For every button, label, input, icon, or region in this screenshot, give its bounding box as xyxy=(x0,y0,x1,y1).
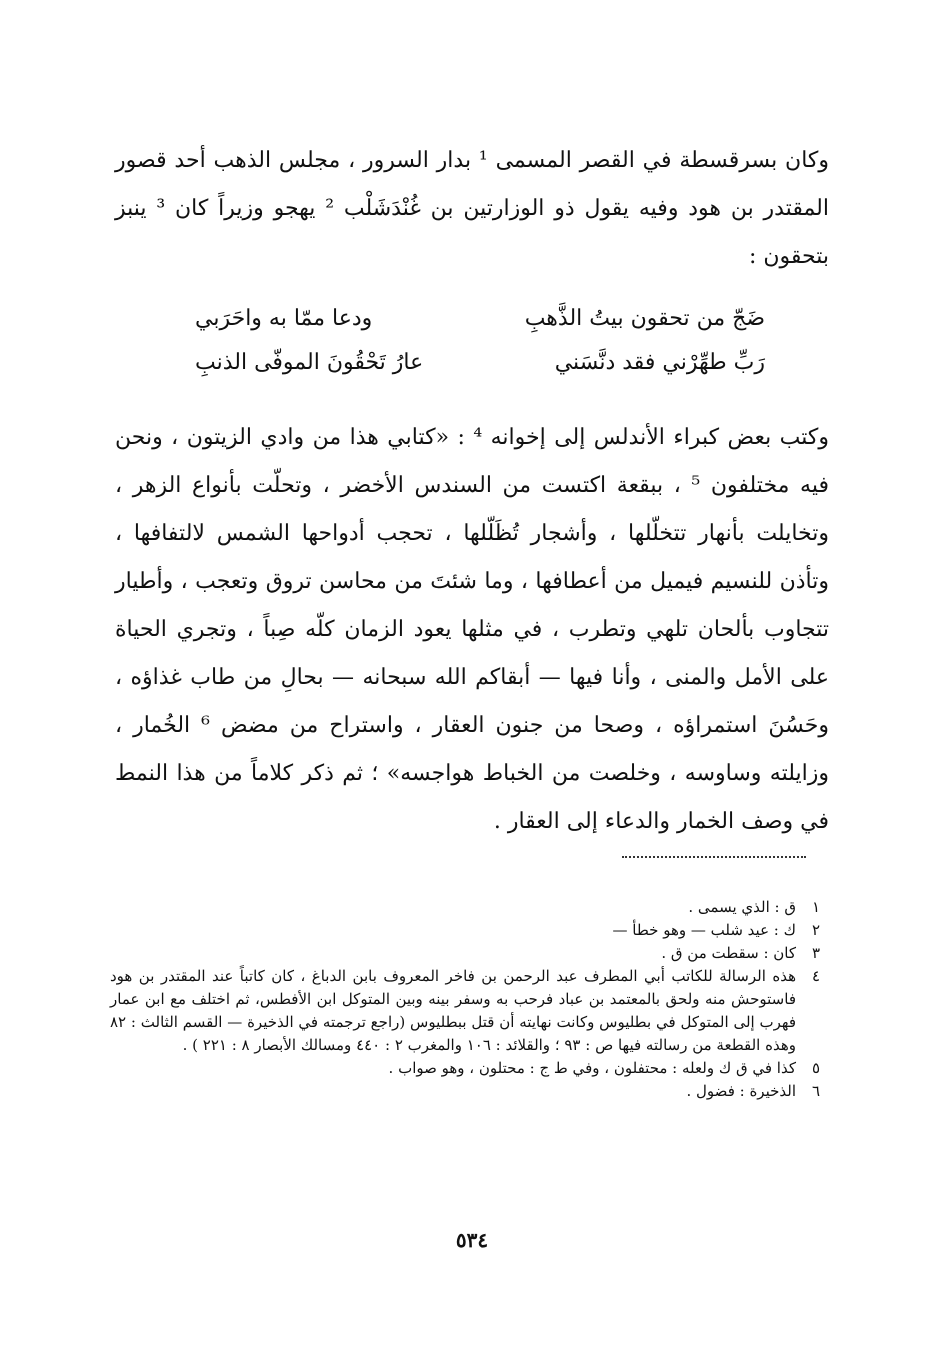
footnote-text: ك : عيد شلب — وهو خطأ — xyxy=(612,921,796,939)
footnotes-list xyxy=(110,896,820,1103)
footnote xyxy=(110,896,820,919)
footnote-text: الذخيرة : فضول . xyxy=(686,1082,796,1100)
verse-hemistich-first: رَبِّ طهِّرْني فقد دنَّسَني xyxy=(554,350,765,375)
footnote-number: ٢ xyxy=(811,921,820,939)
footnote-number: ٤ xyxy=(811,967,820,985)
footnote xyxy=(110,1057,820,1080)
verse-line xyxy=(195,341,765,385)
footnote-number: ١ xyxy=(811,898,820,916)
footnote xyxy=(110,1080,820,1103)
footnote-text: هذه الرسالة للكاتب أبي المطرف عبد الرحمن بن فاخر المعروف بابن الدباغ ، كان كاتباً عند المقتدر بن هود فاستوحش منه ولحق بالمعتمد بن عباد فرحب به وسفر بينه وبين المتوكل ابن الأفطس، ثم اختلف مع ابن عمار فهرب إلى المتوكل في بطليوس وكانت نهايته أن قتل ببطليوس (راجع ترجمته في الذخيرة — القسم الثالث : ٨٢ وهذه القطعة من رسالته فيها ص : ٩٣ ؛ والقلائد : ١٠٦ والمغرب ٢ : ٤٤٠ ومسالك الأبصار ٨ : ٢٢١ ) . xyxy=(110,967,796,1054)
verse-hemistich-second: عارُ تَحْقُونَ الموفّى الذنبِ xyxy=(195,350,424,375)
paragraph-intro: وكان بسرقسطة في القصر المسمى ¹ بدار السرور ، مجلس الذهب أحد قصور المقتدر بن هود وفيه يقول ذو الوزارتين بن غُنْدَشَلْب ² يهجو وزيراً كان ³ ينبز بتحقون : xyxy=(115,148,829,269)
footnote xyxy=(110,965,820,1057)
verse-line xyxy=(195,297,765,341)
footnote-text: كذا في ق ك ولعله : محتفلون ، وفي ط ج : محتلون ، وهو صواب . xyxy=(388,1059,796,1077)
poem-verses xyxy=(195,297,765,385)
page-number: ٥٣٤ xyxy=(455,1228,489,1252)
verse-hemistich-first: ضَجّ من تحقون بيتُ الذَّهبِ xyxy=(524,306,765,331)
footnote-text: كان : سقطت من ق . xyxy=(661,944,796,962)
footnote-separator xyxy=(622,856,806,858)
footnote-number: ٥ xyxy=(811,1059,820,1077)
footnote-number: ٣ xyxy=(811,944,820,962)
footnote-number: ٦ xyxy=(811,1082,820,1100)
footnote xyxy=(110,919,820,942)
footnote-text: ق : الذي يسمى . xyxy=(688,898,796,916)
footnote xyxy=(110,942,820,965)
verse-hemistich-second: ودعا ممّا به واحَرَبي xyxy=(195,306,373,331)
paragraph-letter: وكتب بعض كبراء الأندلس إلى إخوانه ⁴ : «كتابي هذا من وادي الزيتون ، ونحن فيه مختلفون ⁵ ، ببقعة اكتست من السندس الأخضر ، وتحلّت بأنواع الزهر ، وتخايلت بأنهار تتخلّلها ، وأشجار تُظَلّلها ، تحجب أدواحها الشمس لالتفافها ، وتأذن للنسيم فيميل من أعطافها ، وما شئتَ من محاسن تروق وتعجب ، وأطيار تتجاوب بألحان تلهي وتطرب ، في مثلها يعود الزمان كلّه صِباً ، وتجري الحياة على الأمل والمنى ، وأنا فيها — أبقاكم الله سبحانه — بحالِ من طاب غذاؤه ، وحَسُنَ استمراؤه ، وصحا من جنون العقار ، واستراح من مضض ⁶ الخُمار ، وزايلته وساوسه ، وخلصت من الخباط هواجسه» ؛ ثم ذكر كلاماً من هذا النمط في وصف الخمار والدعاء إلى العقار . xyxy=(115,425,829,834)
